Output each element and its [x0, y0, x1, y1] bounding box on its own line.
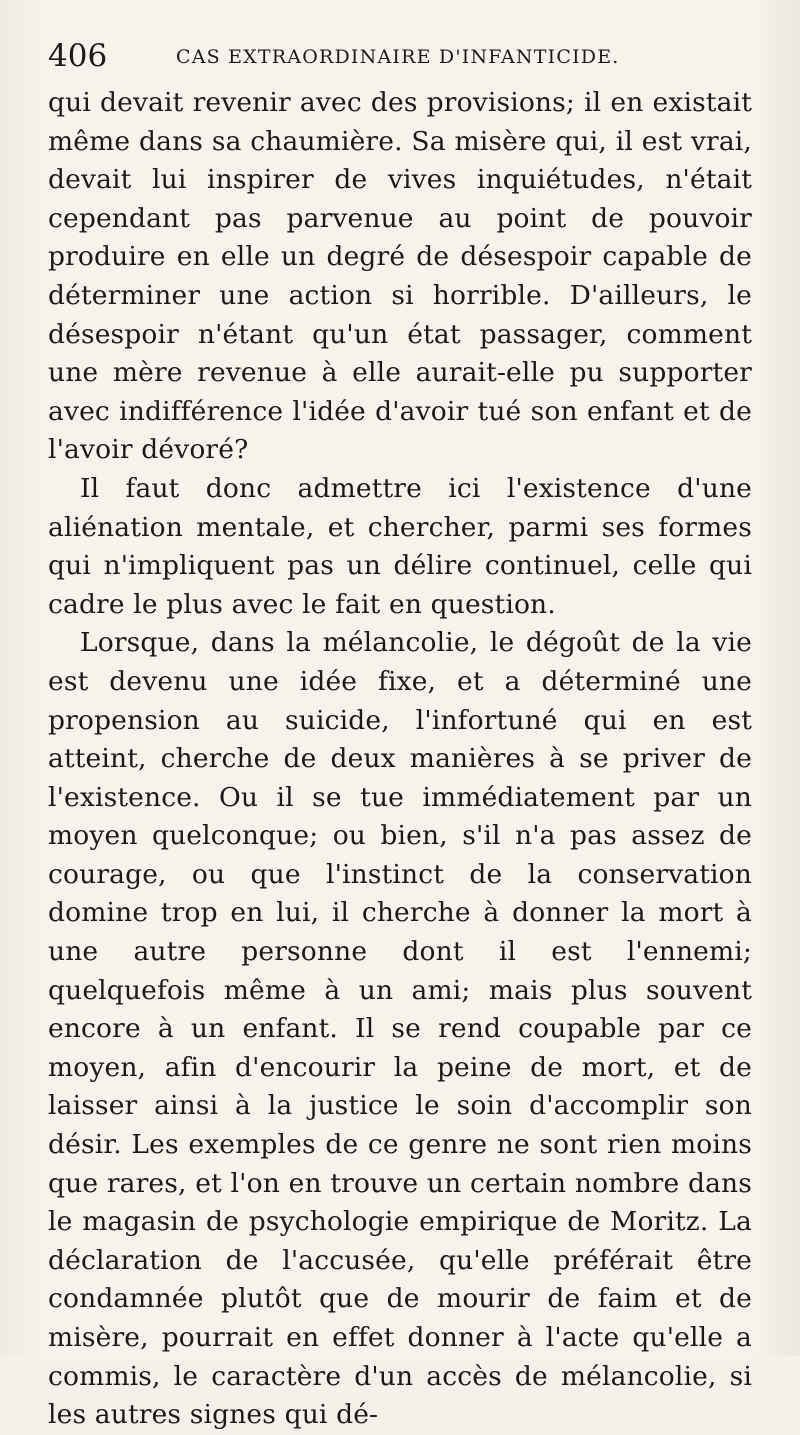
- paragraph-2: Il faut donc admettre ici l'existence d'une aliénation mentale, et chercher, parmi ses formes qui n'impliquent pas un délire continuel, celle qui cadre le plus avec le fait en question.: [48, 472, 752, 620]
- page-number: 406: [48, 38, 108, 74]
- page-header: [48, 36, 752, 76]
- body-text: [48, 84, 752, 1435]
- running-head: CAS EXTRAORDINAIRE D'INFANTICIDE.: [176, 46, 620, 68]
- paragraph-1: qui devait revenir avec des provisions; il en existait même dans sa chaumière. Sa misère qui, il est vrai, devait lui inspirer de vives inquiétudes, n'était cependant pas parvenue au point de pouvoir produire en elle un degré de désespoir capable de déterminer une action si horrible. D'ailleurs, le désespoir n'étant qu'un état passager, comment une mère revenue à elle aurait-elle pu supporter avec indifférence l'idée d'avoir tué son enfant et de l'avoir dévoré?: [48, 87, 752, 466]
- paragraph-3: Lorsque, dans la mélancolie, le dégoût de la vie est devenu une idée fixe, et a déterminé une propension au suicide, l'infortuné qui en est atteint, cherche de deux manières à se priver de l'existence. Ou il se tue immédiatement par un moyen quelconque; ou bien, s'il n'a pas assez de courage, ou que l'instinct de la conservation domine trop en lui, il cherche à donner la mort à une autre personne dont il est l'ennemi; quelquefois même à un ami; mais plus souvent encore à un enfant. Il se rend coupable par ce moyen, afin d'encourir la peine de mort, et de laisser ainsi à la justice le soin d'accomplir son désir. Les exemples de ce genre ne sont rien moins que rares, et l'on en trouve un certain nombre dans le magasin de psychologie empirique de Moritz. La déclaration de l'accusée, qu'elle préférait être condamnée plutôt que de mourir de faim et de misère, pourrait en effet donner à l'acte qu'elle a commis, le caractère d'un accès de mélancolie, si les autres signes qui dé-: [48, 627, 752, 1431]
